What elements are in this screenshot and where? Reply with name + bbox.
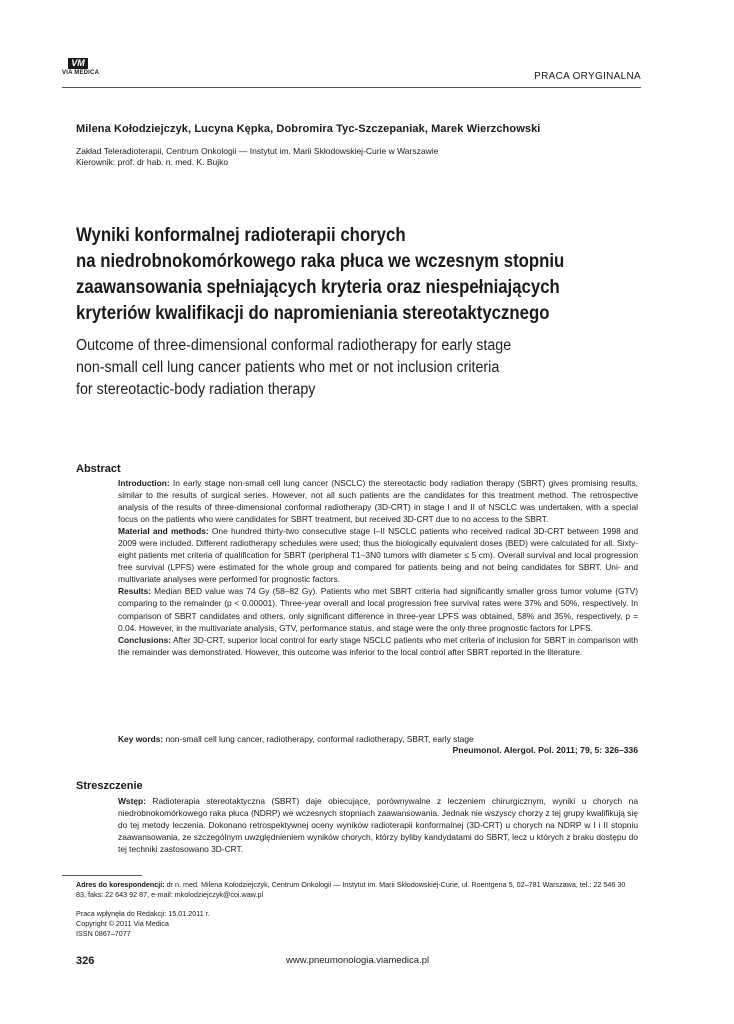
streszczenie-body [118,795,638,855]
logo-mark: VM [68,58,88,69]
abstract-results [118,585,638,633]
results-text: Median BED value was 74 Gy (58–82 Gy). Patients who met SBRT criteria had significantly smaller gross tumor volume (GTV) comparing to the remainder (p < 0.00001). Three-year overall and local progression free survival rates were 37% and 50%, respectively. In comparison of SBRT candidates and others, only significant difference in three-year LPFS was obtained, 58% and 35%, respectively, p = 0.04. However, in the multivariate analysis, GTV, performance status, and stage were the only three prognostic factors for LPFS. [118,586,638,633]
via-medica-logo [62,58,100,80]
wstep-text: Radioterapia stereotaktyczna (SBRT) daje obiecujące, porównywalne z leczeniem chirurgicznym, wyniki u chorych na niedrobnokomórkowego raka płuca (NDRP) we wczesnych stopniach zaawansowania. Jednak nie wszyscy chorzy z tej grupy kwalifikują się do tej metody leczenia. Dokonano retrospektywnej oceny wyników radioterapii konformalnej (3D-CRT) u chorych na NDRP w I i II stopniu zaawansowania, ze szczególnym uwzględnieniem wyników chorych, którzy byliby kandydatami do SBRT, lecz u których z braku dostępu do tej techniki zastosowano 3D-CRT. [118,796,638,855]
title-line: non-small cell lung cancer patients who met or not inclusion criteria [76,359,500,376]
intro-text: In early stage non-small cell lung cancer (NSCLC) the stereotactic body radiation therapy (SBRT) gives promising results, similar to the results of surgical series. However, not all such patients are the candidates for this treatment method. The retrospective analysis of the results of three-dimensional conformal radiotherapy (3D-CRT) in stage I and II of NSCLC was undertaken, with a special focus on the patients who were candidates for SBRT treatment, but received 3D-CRT due to no access to the SBRT. [118,478,638,525]
correspondence [76,880,636,900]
title-english [76,335,591,401]
issn: ISSN 0867–7077 [76,929,131,938]
abstract-methods [118,525,638,585]
streszczenie-heading: Streszczenie [76,780,143,792]
page-number: 326 [76,955,95,967]
conclusions-text: After 3D-CRT, superior local control for early stage NSCLC patients who met criteria of inclusion for SBRT in comparison with the remainder was demonstrated. However, this outcome was inferior to the local control after SBRT reported in the literature. [118,634,638,657]
methods-text: One hundred thirty-two consecutive stage I–II NSCLC patients who received radical 3D-CRT between 1998 and 2009 were included. Different radiotherapy schedules were used; thus the biologically equivalent doses (BED) were calculated for all. Sixty-eight patients met criteria of qualification for SBRT (peripheral T1–3N0 tumors with diameter ≤ 5 cm). Overall survival and local progression free survival (LPFS) were estimated for the whole group and compared for patients being and not being candidates for SBRT. Uni- and multivariate analyses were performed for prognostic factors. [118,526,639,585]
keywords-text: non-small cell lung cancer, radiotherapy, conformal radiotherapy, SBRT, early stage [163,734,474,744]
affiliation-line: Zakład Teleradioterapii, Centrum Onkologii — Instytut im. Marii Skłodowskiej-Curie w Warszawie [76,146,439,156]
intro-label: Introduction: [118,478,170,488]
title-line: for stereotactic-body radiation therapy [76,381,316,398]
abstract-body [118,477,638,658]
title-line: na niedrobnokomórkowego raka płuca we wczesnym stopniu [76,250,565,272]
title-polish [76,222,565,326]
publication-info [76,909,210,939]
methods-label: Material and methods: [118,526,209,537]
abstract-heading: Abstract [76,463,121,475]
title-line: Outcome of three-dimensional conformal radiotherapy for early stage [76,337,512,354]
logo-text: VIA MEDICA [62,70,100,76]
journal-website[interactable]: www.pneumonologia.viamedica.pl [286,955,430,966]
results-label: Results: [118,586,152,597]
streszczenie-intro [118,795,638,855]
keywords-label: Key words: [118,734,164,744]
title-line: zaawansowania spełniających kryteria oraz niespełniających [76,276,560,298]
correspondence-text: dr n. med. Milena Kołodziejczyk, Centrum Onkologii — Instytut im. Marii Skłodowskiej-Curie, ul. Roentgena 5, 02–781 Warszawa, tel.: 22 546 30 83, faks: 22 643 92 87, e-mail: mkolodziejczyk@coi.waw.pl [76,880,626,899]
wstep-label: Wstęp: [118,796,146,806]
title-line: kryteriów kwalifikacji do napromieniania stereotaktycznego [76,302,550,324]
conclusions-label: Conclusions: [118,634,172,645]
citation: Pneumonol. Alergol. Pol. 2011; 79, 5: 326–336 [452,745,638,755]
copyright: Copyright © 2011 Via Medica [76,919,169,928]
correspondence-label: Adres do korespondencji: [76,880,165,889]
footnote-divider [62,875,142,876]
section-label: PRACA ORYGINALNA [534,71,641,82]
affiliation [76,146,438,168]
authors: Milena Kołodziejczyk, Lucyna Kępka, Dobromira Tyc-Szczepaniak, Marek Wierzchowski [76,123,541,135]
header-divider [62,87,641,88]
abstract-conclusions [118,634,638,658]
head-of-department: Kierownik: prof. dr hab. n. med. K. Bujko [76,157,229,167]
keywords [118,733,638,745]
title-line: Wyniki konformalnej radioterapii chorych [76,224,406,246]
abstract-introduction [118,477,638,525]
received-date: Praca wpłynęła do Redakcji: 15.01.2011 r. [76,909,210,918]
